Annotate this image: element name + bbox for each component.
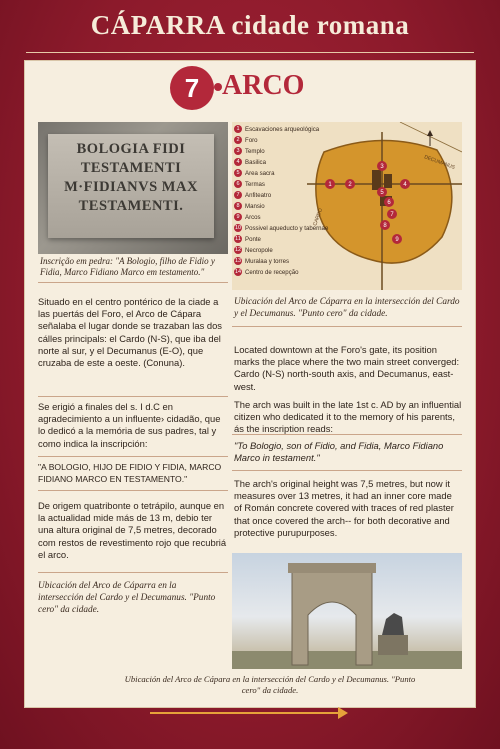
legend-item	[234, 234, 328, 245]
section-number: 7	[170, 66, 214, 110]
legend-label: Possivel aqueducto y tabernae	[245, 225, 329, 232]
road-label: CARDO	[312, 207, 325, 227]
legend-number: 7	[234, 191, 242, 199]
legend-label: Area sacra	[245, 170, 275, 177]
legend-number: 14	[234, 269, 242, 275]
arrow-right-icon	[338, 707, 348, 719]
marker-label: 8	[383, 223, 387, 229]
legend-label: Necropole	[245, 247, 273, 254]
paragraph: De origem quatribonte o tetrápilo, aunque en la actualidad mide más de 13 m, debio ter una altura original de 7,5 metres, decorado com restos de revestimento rojo que recubriá el arco.	[38, 500, 227, 560]
legend-number: 1	[234, 125, 242, 133]
road-label: DECUMANUS	[423, 154, 456, 171]
legend-label: Termas	[245, 181, 265, 188]
legend-number: 6	[234, 180, 242, 188]
foro-block	[372, 170, 381, 190]
left-column	[38, 500, 228, 567]
legend-item	[234, 146, 328, 157]
paragraph: Located downtown at the Foro's gate, its position marks the place where the two main street converged: Cardo (N-S) north-south axis, and Decumanus, east-west.	[234, 344, 460, 392]
legend-item	[234, 212, 328, 223]
paragraph: Se erigió a finales del s. I d.C en agradecimiento a un influente› cidadão, que lo dedicó a la memória de sus padres, tal y como indica la inscripción:	[38, 401, 221, 449]
legend-label: Muralaa y torres	[245, 258, 290, 265]
north-arrow-icon	[427, 130, 433, 146]
divider	[38, 396, 228, 397]
legend-label: Anfiteatro	[245, 192, 272, 199]
inscription-caption: Inscrição em pedra: "A Bologio, filho de Fidio y Fidia, Marco Fidiano Marco em testamento."	[40, 256, 215, 277]
left-column	[38, 401, 228, 456]
equestrian-statue	[382, 613, 404, 635]
divider	[232, 326, 462, 327]
inscription-line: M·FIDIANVS MAX	[64, 179, 198, 195]
map-caption: Ubicación del Arco de Cáparra en la intersección del Cardo y el Decumanus. "Punto cero" da cidade.	[234, 297, 460, 319]
title-divider	[26, 52, 474, 53]
legend-item	[234, 256, 328, 267]
marker-label: 4	[403, 182, 407, 188]
divider	[38, 490, 228, 491]
legend-item	[234, 124, 328, 135]
legend-label: Basilica	[245, 159, 266, 166]
left-column	[38, 296, 228, 375]
legend-number: 2	[234, 136, 242, 144]
legend-number: 5	[234, 169, 242, 177]
marker-label: 1	[328, 182, 332, 188]
legend-number: 11	[235, 236, 241, 242]
marker-label: 9	[395, 237, 399, 243]
legend-label: Centro de recepção	[245, 269, 299, 276]
marker-label: 5	[380, 190, 384, 196]
inscription-quote-english: "To Bologio, son of Fidio, and Fidia, Marco Fidiano Marco in testament."	[234, 440, 444, 464]
arch-caption: Ubicación del Arco de Cápara en la intersección del Cardo y el Decumanus. "Punto cero" da cidade.	[124, 674, 416, 695]
legend-item	[234, 168, 328, 179]
marker-label: 2	[348, 182, 352, 188]
temple-block	[384, 174, 392, 188]
arch-drawing	[232, 553, 462, 669]
map-legend	[234, 124, 328, 278]
right-column	[234, 344, 462, 441]
bullet-dot	[214, 83, 222, 91]
paragraph: The arch was built in the late 1st c. AD by an influential citizen who dedicated it to the memory of his parents, ás the inscription reads:	[234, 398, 462, 435]
arrow-line	[150, 712, 340, 714]
left-caption: Ubicación del Arco de Cáparra en la intersección del Cardo y el Decumanus. "Punto cero" da cidade.	[38, 581, 216, 615]
divider	[38, 572, 228, 573]
site-map	[232, 122, 462, 290]
right-column	[234, 478, 462, 545]
marker-label: 6	[387, 200, 391, 206]
marker-label: 7	[390, 212, 394, 218]
divider	[232, 434, 462, 435]
arch-attic	[288, 563, 376, 573]
legend-number: 8	[234, 202, 242, 210]
arch-photo	[232, 553, 462, 669]
legend-number: 13	[234, 258, 242, 264]
legend-item	[234, 179, 328, 190]
inscription-stone	[48, 134, 214, 238]
marker-label: 3	[380, 164, 384, 170]
legend-number: 10	[234, 225, 242, 231]
legend-label: Foro	[245, 137, 258, 144]
legend-item	[234, 245, 328, 256]
legend-item	[234, 135, 328, 146]
legend-number: 9	[234, 213, 242, 221]
legend-label: Escavaciones arqueológica	[245, 126, 320, 133]
divider	[38, 282, 228, 283]
legend-label: Mansio	[245, 203, 265, 210]
legend-number: 4	[234, 158, 242, 166]
inscription-photo	[38, 122, 228, 254]
legend-item	[234, 267, 328, 278]
section-title: ARCO	[222, 70, 305, 101]
arch-structure	[292, 571, 372, 665]
legend-label: Ponte	[245, 236, 261, 243]
divider	[38, 456, 228, 457]
ground	[232, 651, 462, 669]
legend-label: Arcos	[245, 214, 261, 221]
inscription-line: TESTAMENTI.	[78, 198, 184, 214]
legend-number: 12	[234, 247, 242, 253]
paragraph: Situado en el centro pontérico de la ciade a las puertás del Foro, el Arco de Cápara señalaba el lugar donde se trazaban las dos cálles principals: el Cardo (N-S), que iba del norte al sur, y el Decumanus (E-O), que cruzaba de este a oeste. (Conuna).	[38, 296, 222, 369]
legend-item	[234, 157, 328, 168]
legend-item	[234, 190, 328, 201]
legend-item	[234, 223, 328, 234]
paragraph: The arch's original height was 7,5 metres, but now it measures over 13 metres, it had an inner core made of Román concrete covered with traces of red plaster that once covered the arch-- for both decorative and protective purupurposes.	[234, 478, 454, 538]
inscription-line: TESTAMENTI	[80, 160, 182, 176]
divider	[232, 470, 462, 471]
legend-label: Templo	[245, 148, 265, 155]
legend-item	[234, 201, 328, 212]
inscription-quote: "A BOLOGIO, HIJO DE FIDIO Y FIDIA, MARCO FIDIANO MARCO EN TESTAMENTO."	[38, 462, 222, 485]
inscription-line: BOLOGIA FIDI	[76, 141, 186, 157]
page-title: CÁPARRA cidade romana	[90, 10, 410, 40]
legend-number: 3	[234, 147, 242, 155]
statue-pedestal	[378, 635, 408, 655]
section-badge	[170, 66, 330, 110]
